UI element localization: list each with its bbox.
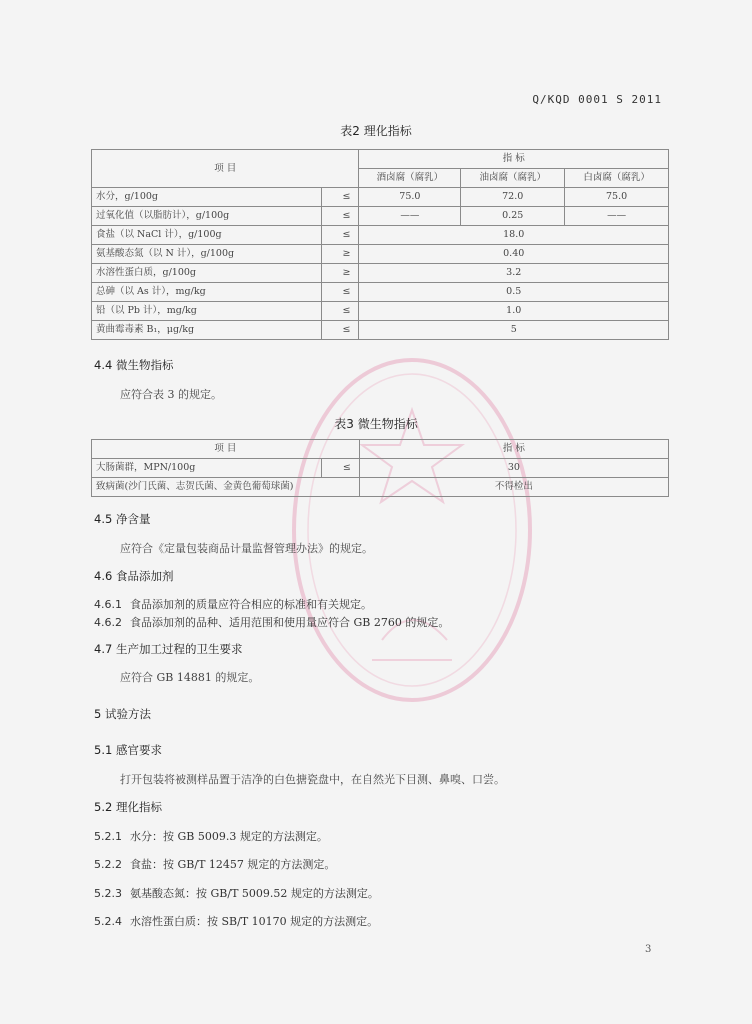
section-heading: 4.5 净含量	[94, 512, 151, 526]
table-cell-item: 水分，g/100g	[92, 188, 322, 207]
table-cell-symbol: ≤	[321, 207, 359, 226]
table-cell-value: 75.0	[359, 188, 461, 207]
table-cell-value: ——	[565, 207, 669, 226]
item-number: 5.2.1	[94, 830, 122, 843]
table-row	[92, 188, 669, 207]
table-row	[92, 302, 669, 321]
table2-physicochemical	[91, 149, 669, 340]
section-heading: 5.2 理化指标	[94, 800, 162, 814]
table-cell-value: 18.0	[359, 226, 669, 245]
table-cell-value: 1.0	[359, 302, 669, 321]
section-text: 应符合 GB 14881 的规定。	[120, 671, 260, 684]
table-cell-value: 72.0	[461, 188, 565, 207]
table-row	[92, 245, 669, 264]
table-row	[92, 283, 669, 302]
item-number: 4.6.1	[94, 598, 122, 611]
table3-microbiological	[91, 439, 669, 497]
table-cell-symbol: ≥	[321, 264, 359, 283]
table-cell-item: 铅（以 Pb 计），mg/kg	[92, 302, 322, 321]
item-text: 食品添加剂的品种、适用范围和使用量应符合 GB 2760 的规定。	[130, 616, 450, 629]
item-text: 水溶性蛋白质：按 SB/T 10170 规定的方法测定。	[130, 915, 379, 928]
section-text: 打开包装将被测样品置于洁净的白色搪瓷盘中，在自然光下目测、鼻嗅、口尝。	[120, 773, 505, 786]
list-item	[94, 885, 379, 901]
table3-header-item: 项 目	[92, 440, 360, 459]
table-cell-symbol: ≤	[321, 321, 359, 340]
document-number: Q/KQD 0001 S 2011	[532, 93, 662, 106]
table-cell-symbol: ≤	[321, 283, 359, 302]
table-row	[92, 226, 669, 245]
table3-caption: 表3 微生物指标	[334, 417, 418, 431]
table-row	[92, 207, 669, 226]
section-heading: 4.6 食品添加剂	[94, 569, 174, 583]
table-cell-symbol: ≤	[321, 188, 359, 207]
table-cell-symbol: ≤	[321, 226, 359, 245]
table-cell-item: 致病菌(沙门氏菌、志贺氏菌、金黄色葡萄球菌)	[92, 478, 360, 497]
table-cell-symbol: ≤	[321, 302, 359, 321]
section-text: 应符合表 3 的规定。	[120, 388, 222, 401]
table2-subheader: 白卤腐（腐乳）	[565, 169, 669, 188]
table-row	[92, 321, 669, 340]
item-number: 5.2.4	[94, 915, 122, 928]
item-number: 5.2.2	[94, 858, 122, 871]
table-cell-item: 食盐（以 NaCl 计），g/100g	[92, 226, 322, 245]
list-item	[94, 596, 372, 612]
table-cell-value: 75.0	[565, 188, 669, 207]
list-item	[94, 913, 378, 929]
table2-caption: 表2 理化指标	[340, 124, 412, 138]
list-item	[94, 614, 449, 630]
table-cell-value: 30	[359, 459, 668, 478]
table-cell-symbol: ≤	[321, 459, 359, 478]
table-cell-item: 水溶性蛋白质，g/100g	[92, 264, 322, 283]
section-heading: 5.1 感官要求	[94, 743, 162, 757]
item-number: 5.2.3	[94, 887, 122, 900]
table2-header-item: 项 目	[92, 150, 359, 188]
table2-subheader: 油卤腐（腐乳）	[461, 169, 565, 188]
table-cell-item: 大肠菌群，MPN/100g	[92, 459, 322, 478]
table2-header-index: 指 标	[359, 150, 669, 169]
section-heading: 4.7 生产加工过程的卫生要求	[94, 642, 243, 656]
table-cell-value: 5	[359, 321, 669, 340]
page-number: 3	[645, 944, 652, 955]
table-row	[92, 264, 669, 283]
table-cell-item: 黄曲霉毒素 B₁，μg/kg	[92, 321, 322, 340]
table-cell-value: 0.25	[461, 207, 565, 226]
chapter-heading: 5 试验方法	[94, 707, 151, 721]
item-number: 4.6.2	[94, 616, 122, 629]
table-cell-item: 氨基酸态氮（以 N 计），g/100g	[92, 245, 322, 264]
item-text: 食品添加剂的质量应符合相应的标准和有关规定。	[130, 598, 372, 611]
table-cell-item: 过氧化值（以脂肪计），g/100g	[92, 207, 322, 226]
list-item	[94, 856, 335, 872]
item-text: 氨基酸态氮：按 GB/T 5009.52 规定的方法测定。	[130, 887, 379, 900]
section-heading: 4.4 微生物指标	[94, 358, 174, 372]
seal-stamp-icon	[262, 340, 562, 720]
item-text: 水分：按 GB 5009.3 规定的方法测定。	[130, 830, 328, 843]
table-row	[92, 478, 669, 497]
table-cell-value: 0.40	[359, 245, 669, 264]
list-item	[94, 828, 328, 844]
table-cell-value: ——	[359, 207, 461, 226]
table-cell-value: 3.2	[359, 264, 669, 283]
table-cell-value: 0.5	[359, 283, 669, 302]
table3-header-index: 指 标	[359, 440, 668, 459]
table-row	[92, 459, 669, 478]
table-cell-item: 总砷（以 As 计），mg/kg	[92, 283, 322, 302]
section-text: 应符合《定量包装商品计量监督管理办法》的规定。	[120, 542, 373, 555]
table2-subheader: 酒卤腐（腐乳）	[359, 169, 461, 188]
item-text: 食盐：按 GB/T 12457 规定的方法测定。	[130, 858, 336, 871]
table-cell-symbol: ≥	[321, 245, 359, 264]
table-cell-value: 不得检出	[359, 478, 668, 497]
